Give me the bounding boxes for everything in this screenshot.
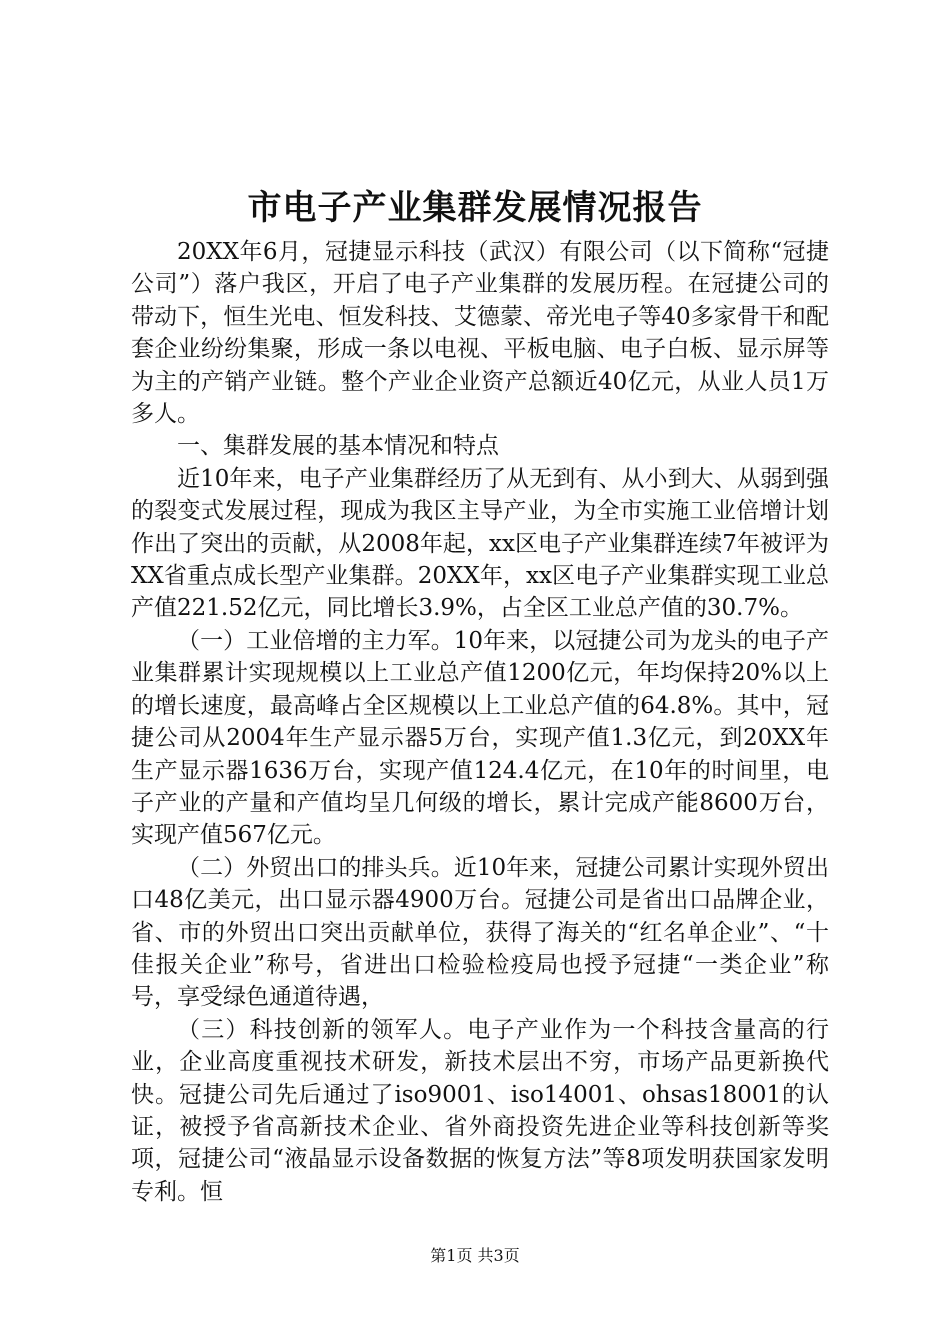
document-body — [131, 236, 829, 1208]
page-number-footer: 第1页 共3页 — [430, 1246, 520, 1265]
document-title: 市电子产业集群发展情况报告 — [247, 188, 703, 228]
paragraph-overview: 近10年来，电子产业集群经历了从无到有、从小到大、从弱到强的裂变式发展过程，现成为我区主导产业，为全市实施工业倍增计划作出了突出的贡献，从2008年起，xx区电子产业集群连续7年被评为XX省重点成长型产业集群。20XX年，xx区电子产业集群实现工业总产值221.52亿元，同比增长3.9%，占全区工业总产值的30.7%。 — [131, 465, 829, 622]
paragraph-item-1: （一）工业倍增的主力军。10年来，以冠捷公司为龙头的电子产业集群累计实现规模以上工业总产值1200亿元，年均保持20%以上的增长速度，最高峰占全区规模以上工业总产值的64.8%。其中，冠捷公司从2004年生产显示器5万台，实现产值1.3亿元，到20XX年生产显示器1636万台，实现产值124.4亿元，在10年的时间里，电子产业的产量和产值均呈几何级的增长，累计完成产能8600万台，实现产值567亿元。 — [131, 627, 829, 849]
paragraph-item-2: （二）外贸出口的排头兵。近10年来，冠捷公司累计实现外贸出口48亿美元，出口显示器4900万台。冠捷公司是省出口品牌企业，省、市的外贸出口突出贡献单位，获得了海关的“红名单企业”、“十佳报关企业”称号，省进出口检验检疫局也授予冠捷“一类企业”称号，享受绿色通道待遇， — [131, 854, 829, 1011]
paragraph-item-3: （三）科技创新的领军人。电子产业作为一个科技含量高的行业，企业高度重视技术研发，新技术层出不穷，市场产品更新换代快。冠捷公司先后通过了iso9001、iso14001、ohsas18001的认证，被授予省高新技术企业、省外商投资先进企业等科技创新等奖项，冠捷公司“液晶显示设备数据的恢复方法”等8项发明获国家发明专利。恒 — [131, 1016, 829, 1205]
section-heading: 一、集群发展的基本情况和特点 — [177, 433, 499, 460]
paragraph-intro: 20XX年6月，冠捷显示科技（武汉）有限公司（以下简称“冠捷公司”）落户我区，开启了电子产业集群的发展历程。在冠捷公司的带动下，恒生光电、恒发科技、艾德蒙、帝光电子等40多家骨干和配套企业纷纷集聚，形成一条以电视、平板电脑、电子白板、显示屏等为主的产销产业链。整个产业企业资产总额近40亿元，从业人员1万多人。 — [131, 239, 829, 428]
